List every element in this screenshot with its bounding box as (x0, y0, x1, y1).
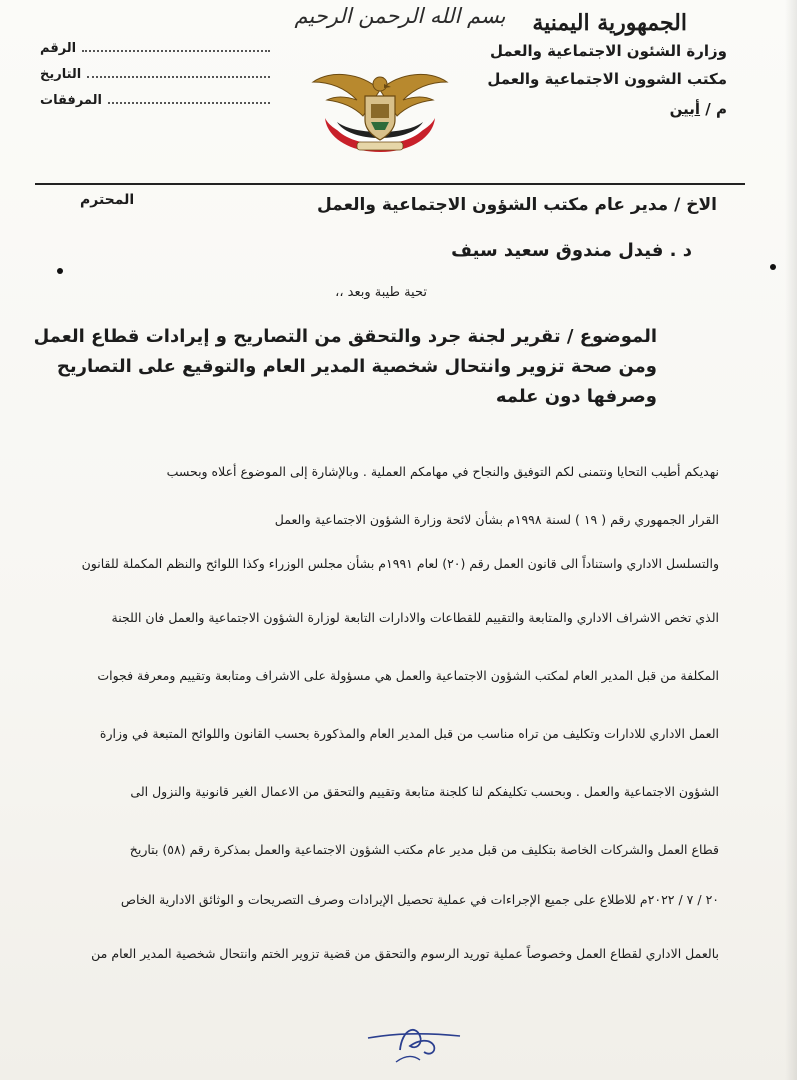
meta-attachments-label: المرفقات (40, 93, 102, 108)
meta-number-label: الرقم (40, 41, 77, 56)
subject-line: وصرفها دون علمه (495, 386, 657, 407)
letter-body (69, 462, 719, 964)
punch-dot (770, 264, 776, 270)
body-line: الشؤون الاجتماعية والعمل . وبحسب تكليفكم لنا كلجنة متابعة وتقييم والتحقق من الاعمال الغير قانونية والنزول الى (130, 784, 719, 799)
meta-date-label: التاريخ (40, 67, 82, 82)
greeting: تحية طيبة وبعد ،، (335, 285, 427, 300)
republic-name: الجمهورية اليمنية (532, 10, 687, 36)
ministry-name: وزارة الشئون الاجتماعية والعمل (489, 42, 727, 60)
office-name: مكتب الشوون الاجتماعية والعمل (487, 70, 727, 88)
subject-line: ومن صحة تزوير وانتحال شخصية المدير العام والتوقيع على التصاريح (56, 356, 657, 377)
body-line: القرار الجمهوري رقم ( ١٩ ) لسنة ١٩٩٨م بشأن لائحة وزارة الشؤون الاجتماعية والعمل (274, 512, 719, 527)
governorate-line (447, 100, 727, 118)
body-line: بالعمل الاداري لقطاع العمل وخصوصاً عملية توريد الرسوم والتحقق من قضية تزوير الختم وانتحال شخصية المدير العام من (91, 946, 719, 961)
body-line: المكلفة من قبل المدير العام لمكتب الشؤون الاجتماعية والعمل هي مسؤولة على الاشراف ومتابعة وتقييم ومعرفة فجوات (97, 668, 719, 683)
header-divider (35, 183, 745, 185)
addressee-name: د . فيدل مندوق سعيد سيف (451, 240, 692, 261)
body-line: ٢٠ / ٧ / ٢٠٢٢م للاطلاع على جميع الإجراءات في عملية تحصيل الإيرادات وصرف التصريحات و الوثائق الادارية الخاص (120, 892, 719, 907)
subject-block (33, 322, 657, 412)
punch-dot (57, 268, 63, 274)
subject-line: الموضوع / تقرير لجنة جرد والتحقق من التصاريح و إيرادات قطاع العمل (33, 326, 657, 347)
body-line: نهديكم أطيب التحايا ونتمنى لكم التوفيق والنجاح في مهامكم العملية . وبالإشارة إلى الموضوع أعلاه وبحسب (166, 464, 719, 479)
yemen-eagle-emblem-icon (305, 60, 455, 155)
body-line: الذي تخص الاشراف الاداري والمتابعة والتقييم للقطاعات والادارات التابعة لوزارة الشؤون الاجتماعية والعمل فان اللجنة (111, 610, 719, 625)
meta-attachments-row (40, 92, 270, 118)
addressee-title: الاخ / مدير عام مكتب الشؤون الاجتماعية والعمل (317, 195, 717, 215)
body-line: قطاع العمل والشركات الخاصة بتكليف من قبل مدير عام مكتب الشؤون الاجتماعية والعمل بمذكرة رقم (٥٨) بتاريخ (129, 842, 719, 857)
meta-number-dots (82, 40, 270, 52)
meta-date-dots (87, 66, 270, 78)
meta-number-row (40, 40, 270, 66)
page-edge-shadow (785, 0, 797, 1080)
basmala: بسم الله الرحمن الرحيم (294, 4, 506, 28)
governorate-name: أبين (669, 100, 701, 118)
meta-attachments-dots (108, 92, 270, 104)
governorate-prefix: م / (705, 100, 727, 118)
body-line: والتسلسل الاداري واستناداً الى قانون العمل رقم (٢٠) لعام ١٩٩١م بشأن مجلس الوزراء وكذا اللوائح والنظم المكملة للقانون (81, 556, 719, 571)
body-line: العمل الاداري للادارات وتكليف من تراه مناسب من قبل المدير العام والمذكورة بحسب القانون واللوائح المتبعة في وزارة (99, 726, 719, 741)
letter-meta (40, 40, 270, 118)
signature-icon (360, 1010, 470, 1070)
respected-label: المحترم (80, 192, 135, 208)
meta-date-row (40, 66, 270, 92)
